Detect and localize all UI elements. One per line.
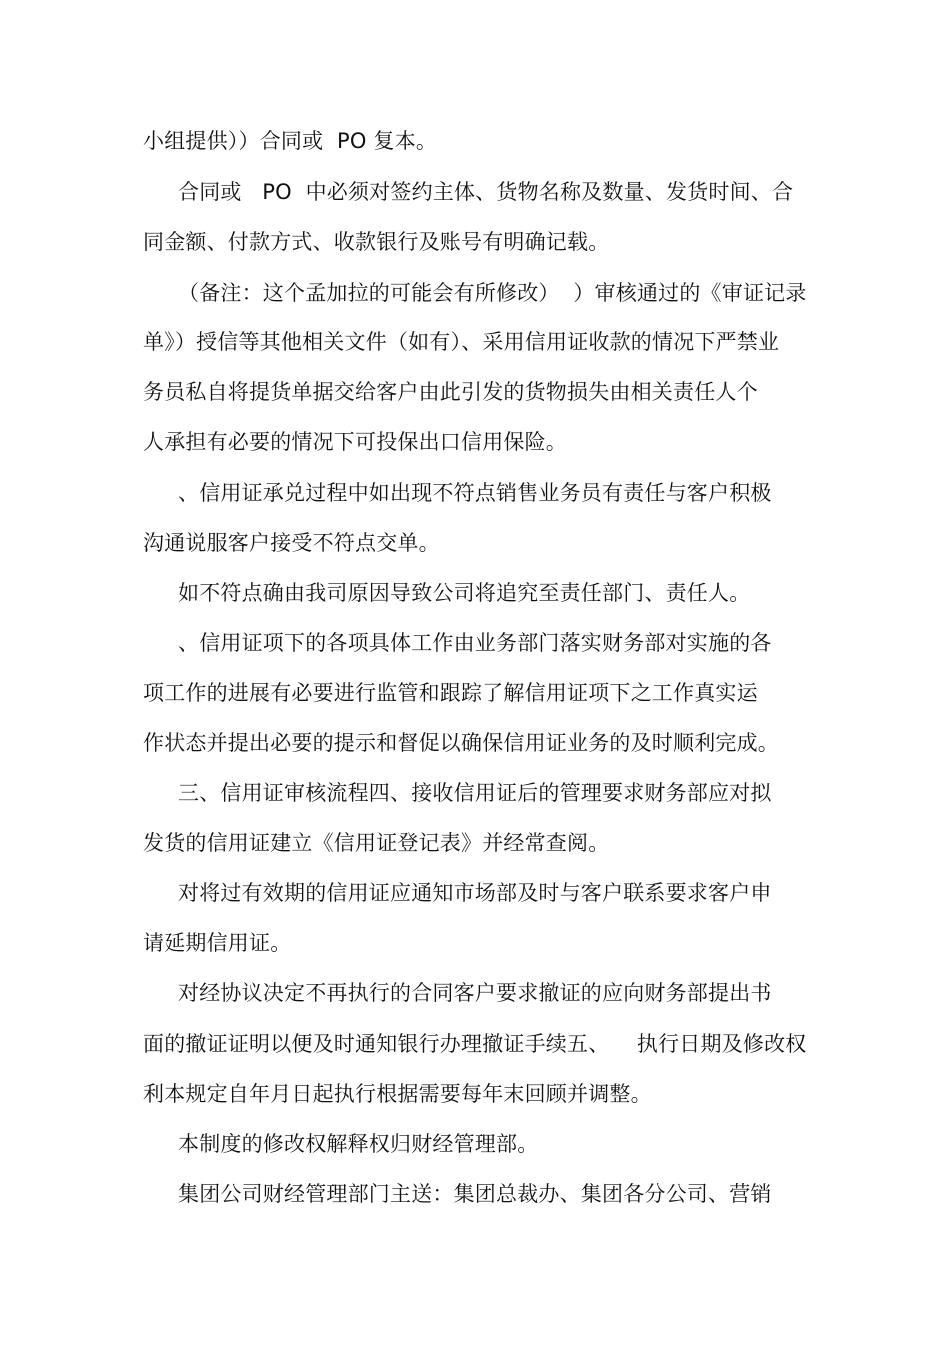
text-line-12: 项工作的进展有必要进行监管和跟踪了解信用证项下之工作真实运 bbox=[143, 681, 758, 705]
text-line-7: 人承担有必要的情况下可投保出口信用保险。 bbox=[143, 430, 567, 454]
text-line-9: 沟通说服客户接受不符点交单。 bbox=[143, 531, 440, 555]
text-line-2: 合同或 PO 中必须对签约主体、货物名称及数量、发货时间、合 bbox=[178, 180, 794, 204]
text-line-17: 请延期信用证。 bbox=[143, 931, 292, 955]
text-line-15: 发货的信用证建立《信用证登记表》并经常查阅。 bbox=[143, 831, 610, 855]
text-line-4: （备注：这个孟加拉的可能会有所修改） ）审核通过的《审证记录 bbox=[178, 281, 807, 305]
text-line-11: 、信用证项下的各项具体工作由业务部门落实财务部对实施的各 bbox=[178, 631, 772, 655]
text-line-3: 同金额、付款方式、收款银行及账号有明确记载。 bbox=[143, 230, 610, 254]
text-line-18: 对经协议决定不再执行的合同客户要求撤证的应向财务部提出书 bbox=[178, 981, 772, 1005]
text-line-16: 对将过有效期的信用证应通知市场部及时与客户联系要求客户申 bbox=[178, 881, 772, 905]
text-line-10: 如不符点确由我司原因导致公司将追究至责任部门、责任人。 bbox=[178, 581, 751, 605]
text-line-5: 单》）授信等其他相关文件（如有）、采用信用证收款的情况下严禁业 bbox=[143, 330, 780, 354]
text-line-20: 利本规定自年月日起执行根据需要每年末回顾并调整。 bbox=[143, 1082, 652, 1106]
text-line-19: 面的撤证证明以便及时通知银行办理撤证手续五、 执行日期及修改权 bbox=[143, 1032, 807, 1056]
text-line-1: 小组提供））合同或 PO 复本。 bbox=[143, 129, 438, 153]
text-line-14: 三、信用证审核流程四、接收信用证后的管理要求财务部应对拟 bbox=[178, 781, 772, 805]
text-line-22: 集团公司财经管理部门主送：集团总裁办、集团各分公司、营销 bbox=[178, 1182, 772, 1206]
text-line-21: 本制度的修改权解释权归财经管理部。 bbox=[178, 1132, 539, 1156]
text-line-6: 务员私自将提货单据交给客户由此引发的货物损失由相关责任人个 bbox=[143, 380, 758, 404]
text-line-13: 作状态并提出必要的提示和督促以确保信用证业务的及时顺利完成。 bbox=[143, 731, 779, 755]
text-line-8: 、信用证承兑过程中如出现不符点销售业务员有责任与客户积极 bbox=[178, 481, 772, 505]
